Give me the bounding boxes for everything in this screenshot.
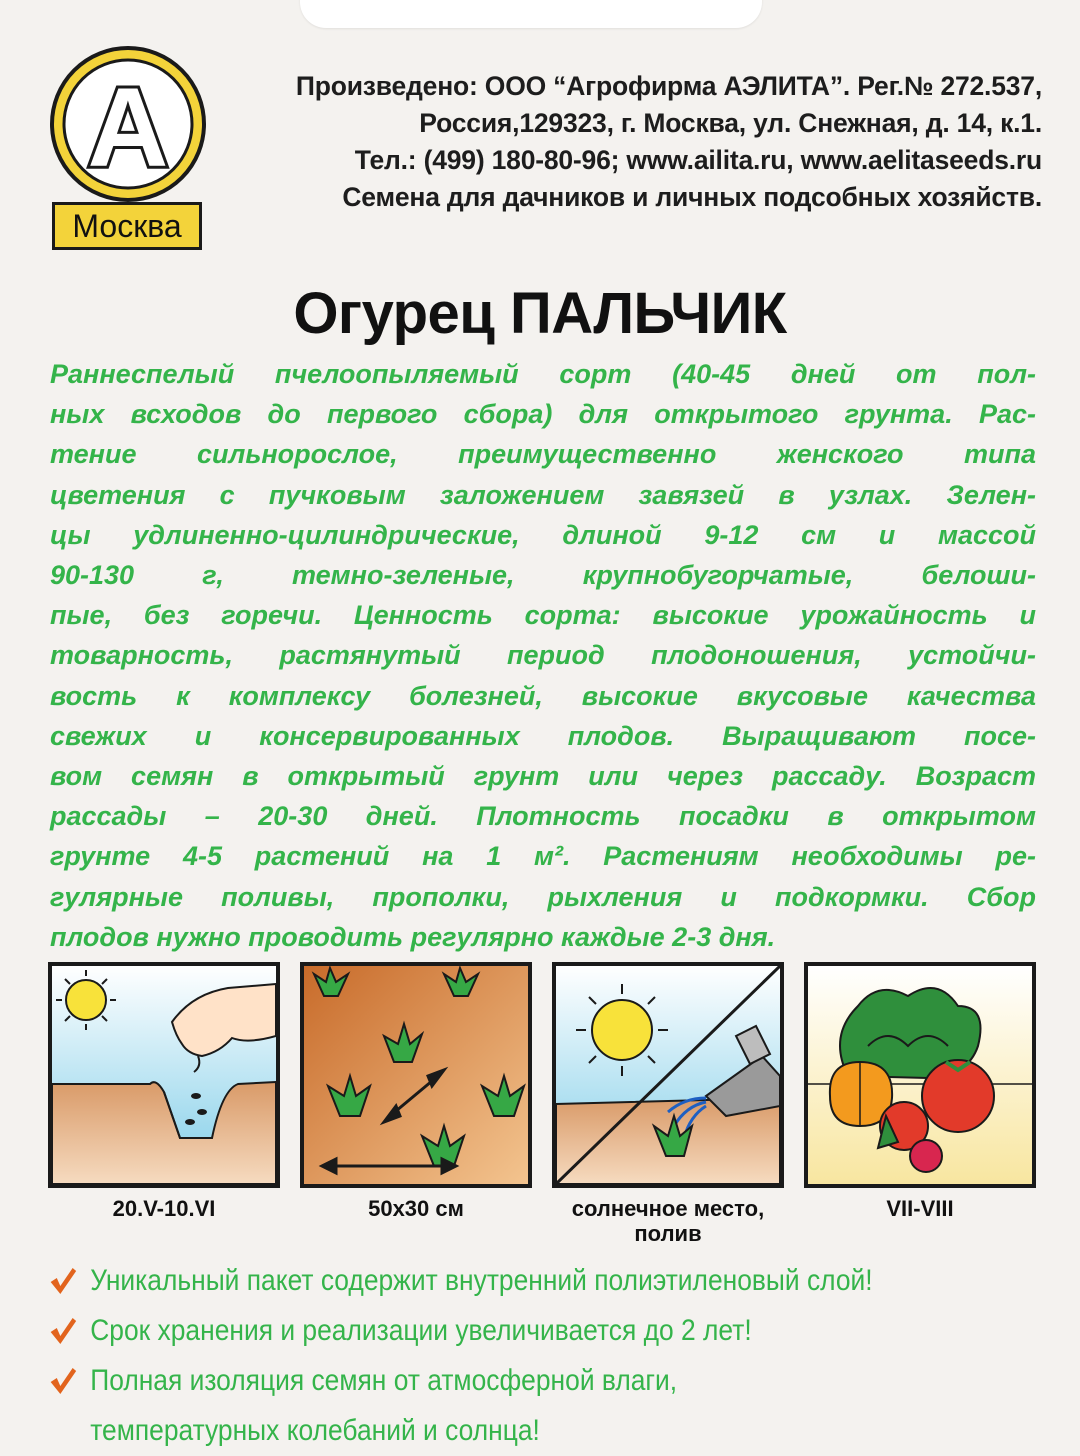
description-line: плодов нужно проводить регулярно каждые 2-3 дня. [50, 921, 776, 952]
manufacturer-line: Тел.: (499) 180-80-96; www.ailita.ru, www.aelitaseeds.ru [354, 145, 1042, 175]
brand-logo [48, 44, 208, 256]
description-line: свежих и консервированных плодов. Выращивают посе- [50, 720, 1036, 751]
description-line: вость к комплексу болезней, высокие вкусовые качества [50, 680, 1036, 711]
benefit-item [48, 1306, 928, 1356]
description-line: товарность, растянутый период плодоношения, устойчи- [50, 640, 1036, 671]
manufacturer-line: Россия,129323, г. Москва, ул. Снежная, д. 14, к.1. [419, 108, 1042, 138]
harvest-icon [804, 962, 1036, 1188]
benefit-text-continued: температурных колебаний и солнца! [90, 1414, 540, 1447]
manufacturer-info [230, 68, 1042, 216]
package-benefits [48, 1256, 928, 1456]
benefit-text: Полная изоляция семян от атмосферной влаги, [90, 1364, 678, 1397]
manufacturer-line: Семена для дачников и личных подсобных хозяйств. [342, 182, 1042, 212]
sun-watering-icon [552, 962, 784, 1188]
sun-watering-caption: солнечное место, полив [571, 1196, 765, 1246]
benefit-text: Срок хранения и реализации увеличивается до 2 лет! [90, 1314, 752, 1347]
checkmark-icon [48, 1366, 78, 1396]
spacing-icon [300, 962, 532, 1188]
description-line: пые, без горечи. Ценность сорта: высокие урожайность и [50, 600, 1036, 631]
logo-letter: А [87, 65, 169, 190]
description-line: Раннеспелый пчелоопыляемый сорт (40-45 дней от пол- [50, 359, 1036, 389]
hang-tab-cutout [300, 0, 762, 28]
description-line: рассады – 20-30 дней. Плотность посадки в открытом [50, 801, 1036, 832]
description-line: вом семян в открытый грунт или через рассаду. Возраст [50, 761, 1036, 792]
description-line: грунте 4-5 растений на 1 м². Растениям необходимы ре- [50, 841, 1036, 872]
product-title: Огурец ПАЛЬЧИК [293, 281, 787, 346]
description-line: ных всходов до первого сбора) для открытого грунта. Рас- [50, 399, 1036, 430]
spacing-caption: 50х30 см [368, 1196, 464, 1221]
checkmark-icon [48, 1266, 78, 1296]
description-line: гулярные поливы, прополки, рыхления и подкормки. Сбор [50, 881, 1036, 912]
growing-pictograms [48, 962, 1038, 1252]
checkmark-icon [48, 1316, 78, 1346]
logo-city-label: Москва [52, 202, 202, 250]
description-line: цветения с пучковым заложением завязей в узлах. Зелен- [50, 479, 1036, 510]
sowing-caption: 20.V-10.VI [112, 1196, 216, 1221]
description-line: 90-130 г, темно-зеленые, крупнобугорчатые, белоши- [50, 560, 1036, 591]
logo-circle-icon [48, 44, 208, 204]
variety-description [50, 354, 1036, 957]
description-line: цы удлиненно-цилиндрические, длиной 9-12 см и массой [50, 519, 1036, 550]
manufacturer-line: Произведено: ООО “Агрофирма АЭЛИТА”. Рег.№ 272.537, [295, 71, 1042, 101]
sowing-icon [48, 962, 280, 1188]
benefit-item [48, 1356, 928, 1406]
benefit-item [48, 1256, 928, 1306]
description-line: тение сильнорослое, преимущественно женского типа [50, 439, 1036, 470]
benefit-text: Уникальный пакет содержит внутренний полиэтиленовый слой! [90, 1264, 873, 1297]
harvest-caption: VII-VIII [886, 1196, 954, 1221]
